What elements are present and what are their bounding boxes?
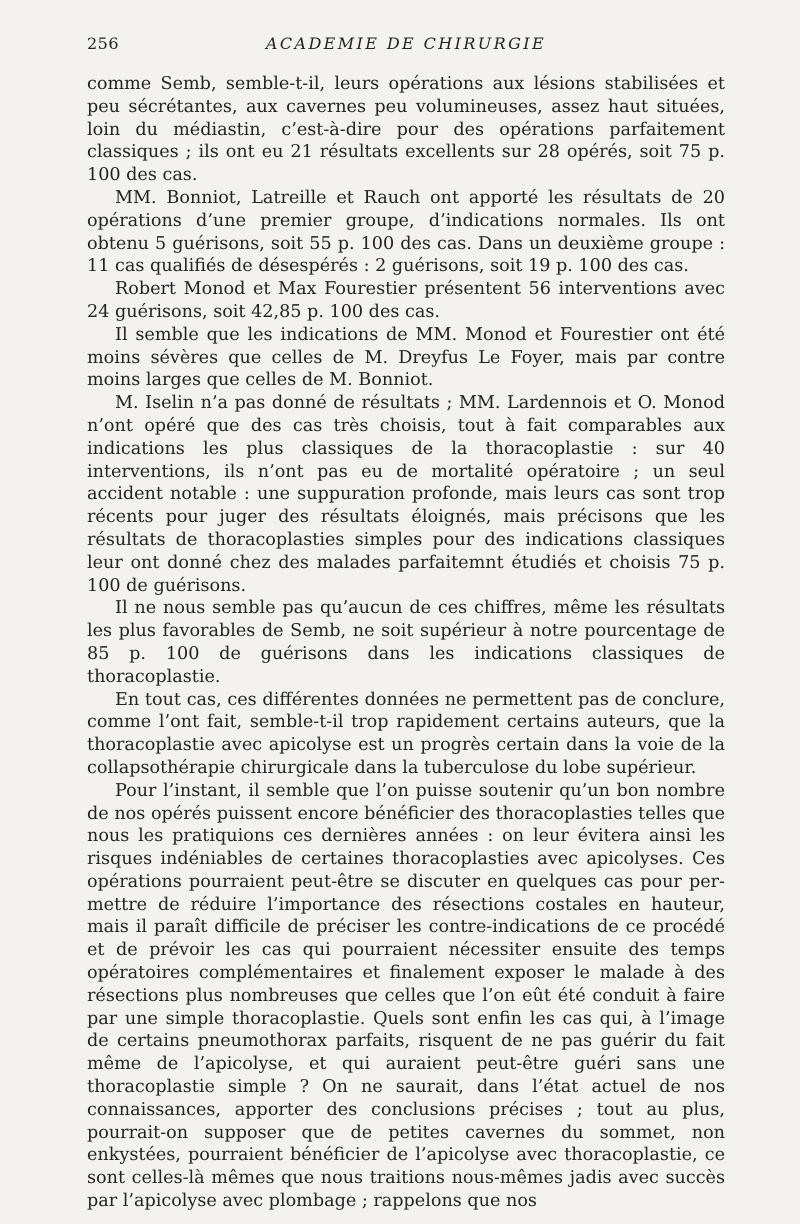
page-number: 256 (87, 34, 120, 53)
paragraph: MM. Bonniot, Latreille et Rauch ont apporté les résultats de 20 opérations d’une premier groupe, d’indications normales. Ils ont obtenu 5 guérisons, soit 55 p. 100 des cas. Dans un deuxième groupe : 11 cas qualifiés de désespérés : 2 guérisons, soit 19 p. 100 des cas. (87, 187, 725, 277)
paragraph: Il ne nous semble pas qu’aucun de ces chiffres, même les résultats les plus favorables de Semb, ne soit supérieur à notre pourcentage de 85 p. 100 de guérisons dans les indications classiques de thoracoplastie. (87, 598, 725, 687)
paragraph: M. Iselin n’a pas donné de résultats ; MM. Lardennois et O. Monod n’ont opéré que des cas très choisis, tout à fait comparables aux indications les plus classiques de la thoracoplastie : sur 40 interventions, ils n’ont pas eu de mortalité opératoire ; un seul accident notable : une suppuration profonde, mais leurs cas sont trop récents pour juger des résultats éloignés, mais précisons que les résultats de thoracoplasties simples pour des indications classiques leur ont donné chez des malades parfaitemnt étudiés et choisis 75 p. 100 de guérisons. (87, 393, 725, 596)
running-title: ACADEMIE DE CHIRURGIE (265, 34, 547, 53)
page-header (87, 34, 725, 58)
paragraph: Pour l’instant, il semble que l’on puisse soutenir qu’un bon nombre de nos opérés puissent encore bénéficier des thoracoplasties telles que nous les pratiquions ces dernières années : on leur évitera ainsi les risques indéniables de certaines thoracoplasties avec apicolyses. Ces opérations pourraient peut-être se discuter en quelques cas pour permettre de réduire l’importance des résections costales en hauteur, mais il paraît difficile de préciser les contre-indications de ce procédé et de prévoir les cas qui pourraient nécessiter ensuite des temps opératoires complémentaires et finalement exposer le malade à des résections plus nombreuses que celles que l’on eût été conduit à faire par une simple thoracoplastie. Quels sont enfin les cas qui, à l’image de certains pneumothorax parfaits, risquent de ne pas guérir du fait même de l’apicolyse, et qui auraient peut-être guéri sans une thoracoplastie simple ? On ne saurait, dans l’état actuel de nos connaissances, apporter des conclusions précises ; tout au plus, pourrait-on supposer que de petites cavernes du sommet, non enkystées, pourraient bénéficier de l’apicolyse avec thoracoplastie, ce sont celles-là mêmes que nous traitions nous-mêmes jadis avec succès par l’apicolyse avec plombage ; rappelons que nos (87, 780, 725, 1212)
body-text (87, 73, 725, 1213)
paragraph: Il semble que les indications de MM. Monod et Fourestier ont été moins sévères que celles de M. Dreyfus Le Foyer, mais par contre moins larges que celles de M. Bonniot. (87, 324, 725, 391)
paragraph-continued: comme Semb, semble-t-il, leurs opérations aux lésions stabilisées et peu sécrétantes, aux cavernes peu volumineuses, assez haut situées, loin du médiastin, c’est-à-dire pour des opérations parfaitement classiques ; ils ont eu 21 résultats excellents sur 28 opérés, soit 75 p. 100 des cas. (87, 74, 725, 186)
paragraph: Robert Monod et Max Fourestier présentent 56 interventions avec 24 guérisons, soit 42,85 p. 100 des cas. (87, 279, 725, 322)
paragraph: En tout cas, ces différentes données ne permettent pas de conclure, comme l’ont fait, semble-t-il trop rapidement certains auteurs, que la thoracoplastie avec apicolyse est un progrès certain dans la voie de la collapsothérapie chirurgicale dans la tuberculose du lobe supérieur. (87, 689, 725, 778)
